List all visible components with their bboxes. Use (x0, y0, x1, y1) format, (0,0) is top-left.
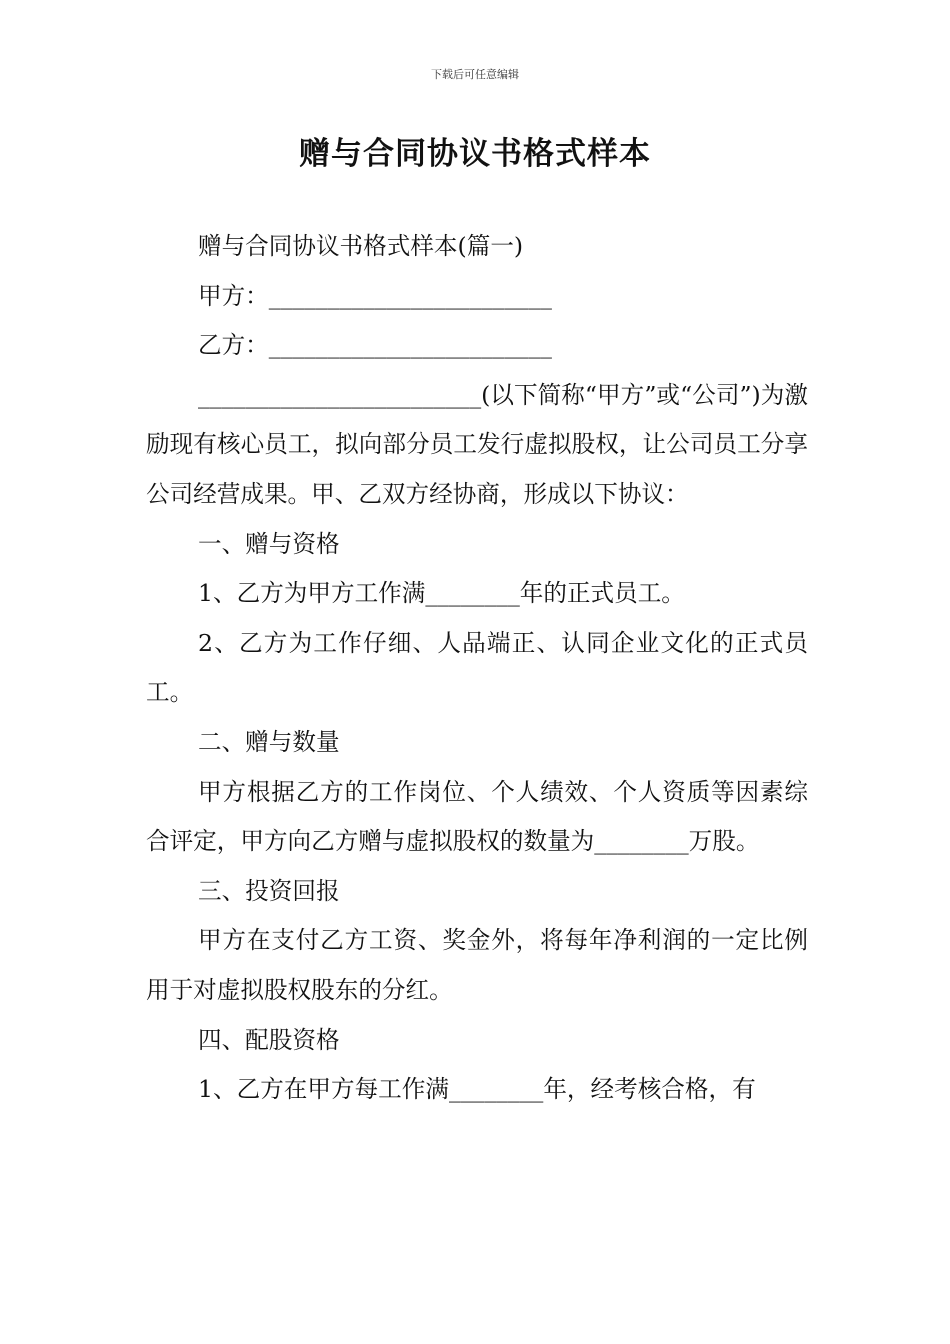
subtitle: 赠与合同协议书格式样本(篇一) (198, 232, 524, 260)
section-4-item-1 (146, 1065, 808, 1115)
section-1-item-1-text: 1、乙方为甲方工作满 (198, 579, 426, 608)
section-1-item-1 (146, 569, 808, 619)
section-2-paragraph (146, 768, 808, 867)
section-2-text: 甲方根据乙方的工作岗位、个人绩效、个人资质等因素综合评定，甲方向乙方赠与虚拟股权的数量为 (146, 777, 808, 856)
section-2-heading: 二、赠与数量 (198, 727, 340, 756)
intro-blank: ________________________ (198, 380, 482, 409)
party-a-line (146, 272, 808, 322)
section-1-item-2: 2、乙方为工作仔细、人品端正、认同企业文化的正式员工。 (146, 628, 808, 707)
section-4-item-1-text: 1、乙方在甲方每工作满 (198, 1075, 449, 1104)
party-a-blank: ________________________ (268, 281, 552, 310)
section-1-item-1-blank: ________ (425, 579, 520, 608)
party-b-blank: ________________________ (268, 331, 552, 360)
document-body (146, 222, 808, 1115)
section-3-heading: 三、投资回报 (198, 876, 340, 905)
header-note: 下载后可任意编辑 (431, 68, 519, 81)
party-b-label: 乙方： (198, 331, 269, 360)
section-2-tail: 万股。 (688, 827, 760, 856)
party-b-line (146, 321, 808, 371)
section-4-item-1-tail: 年，经考核合格，有 (543, 1075, 756, 1104)
document-title: 赠与合同协议书格式样本 (299, 136, 651, 172)
section-4-item-1-blank: ________ (448, 1075, 544, 1104)
section-3-paragraph: 甲方在支付乙方工资、奖金外，将每年净利润的一定比例用于对虚拟股权股东的分红。 (146, 926, 808, 1004)
section-1-item-1-tail: 年的正式员工。 (519, 579, 685, 608)
section-1-heading: 一、赠与资格 (198, 529, 340, 558)
intro-text: (以下简称“甲方”或“公司”)为激励现有核心员工，拟向部分员工发行虚拟股权，让公司员工分享公司经营成果。甲、乙双方经协商，形成以下协议： (146, 380, 808, 508)
party-a-label: 甲方： (198, 281, 269, 310)
intro-paragraph (146, 371, 808, 520)
section-2-blank: ________ (594, 827, 689, 856)
section-4-heading: 四、配股资格 (198, 1025, 340, 1054)
